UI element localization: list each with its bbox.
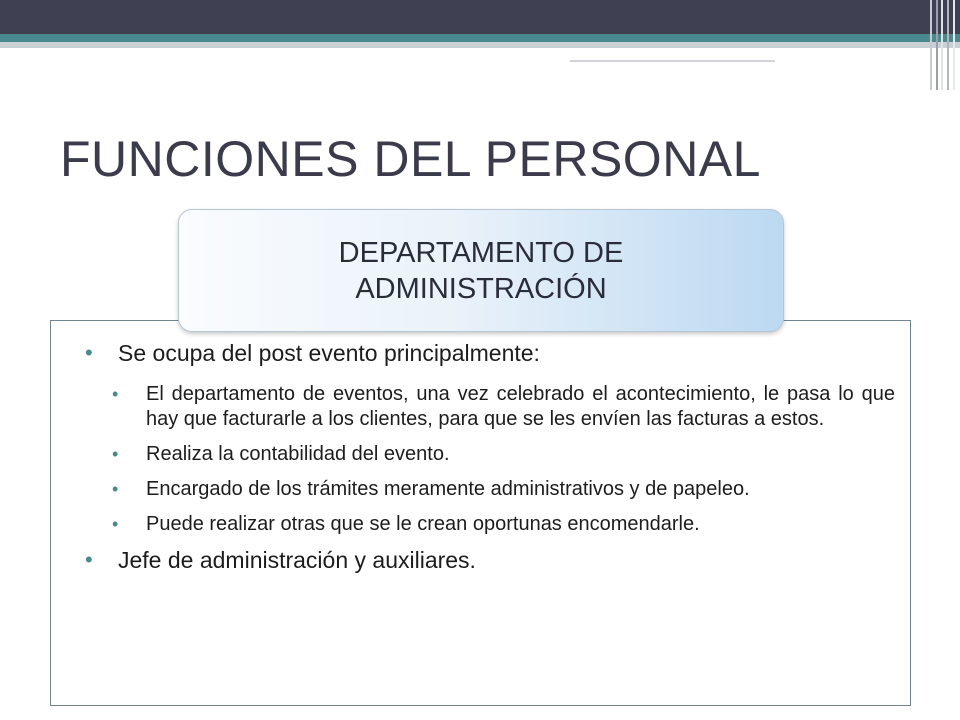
department-label: DEPARTAMENTO DE ADMINISTRACIÓN	[338, 236, 624, 305]
sub-bullet-text: El departamento de eventos, una vez celebrado el acontecimiento, le pasa lo que hay que facturarle a los clientes, para que se les envíen las facturas a estos.	[146, 383, 895, 430]
sub-bullet-text: Puede realizar otras que se le crean oportunas encomendarle.	[146, 513, 700, 535]
bullet-list	[80, 338, 895, 575]
department-box	[178, 209, 784, 332]
sub-bullet-item	[80, 512, 895, 537]
sub-bullet-text: Encargado de los trámites meramente administrativos y de papeleo.	[146, 478, 750, 500]
edge-decor-bar-5	[953, 0, 955, 90]
slide-title: FUNCIONES DEL PERSONAL	[60, 131, 761, 187]
edge-decor-bar-4	[947, 0, 949, 90]
sub-bullet-item	[80, 477, 895, 502]
sub-bullet-marker: •	[112, 444, 119, 464]
sub-bullet-marker: •	[112, 384, 119, 404]
bullet-item	[80, 545, 895, 575]
sub-bullet-item	[80, 442, 895, 467]
edge-decor-bar-3	[941, 0, 943, 90]
header-accent-line	[0, 34, 960, 42]
bullet-marker: •	[85, 340, 93, 365]
bullet-text: Se ocupa del post evento principalmente:	[118, 340, 540, 366]
sub-bullet-marker: •	[112, 479, 119, 499]
header-band	[0, 0, 960, 34]
edge-decor-bar-2	[936, 0, 938, 90]
bullet-text: Jefe de administración y auxiliares.	[118, 547, 476, 573]
bullet-marker: •	[85, 547, 93, 572]
bullet-item	[80, 338, 895, 368]
edge-decor-bar-1	[930, 0, 932, 90]
header-decor-line-2	[570, 60, 775, 62]
sub-bullet-item	[80, 382, 895, 432]
header-decor-line-1	[570, 48, 890, 50]
sub-bullet-marker: •	[112, 514, 119, 534]
sub-bullet-text: Realiza la contabilidad del evento.	[146, 443, 450, 465]
